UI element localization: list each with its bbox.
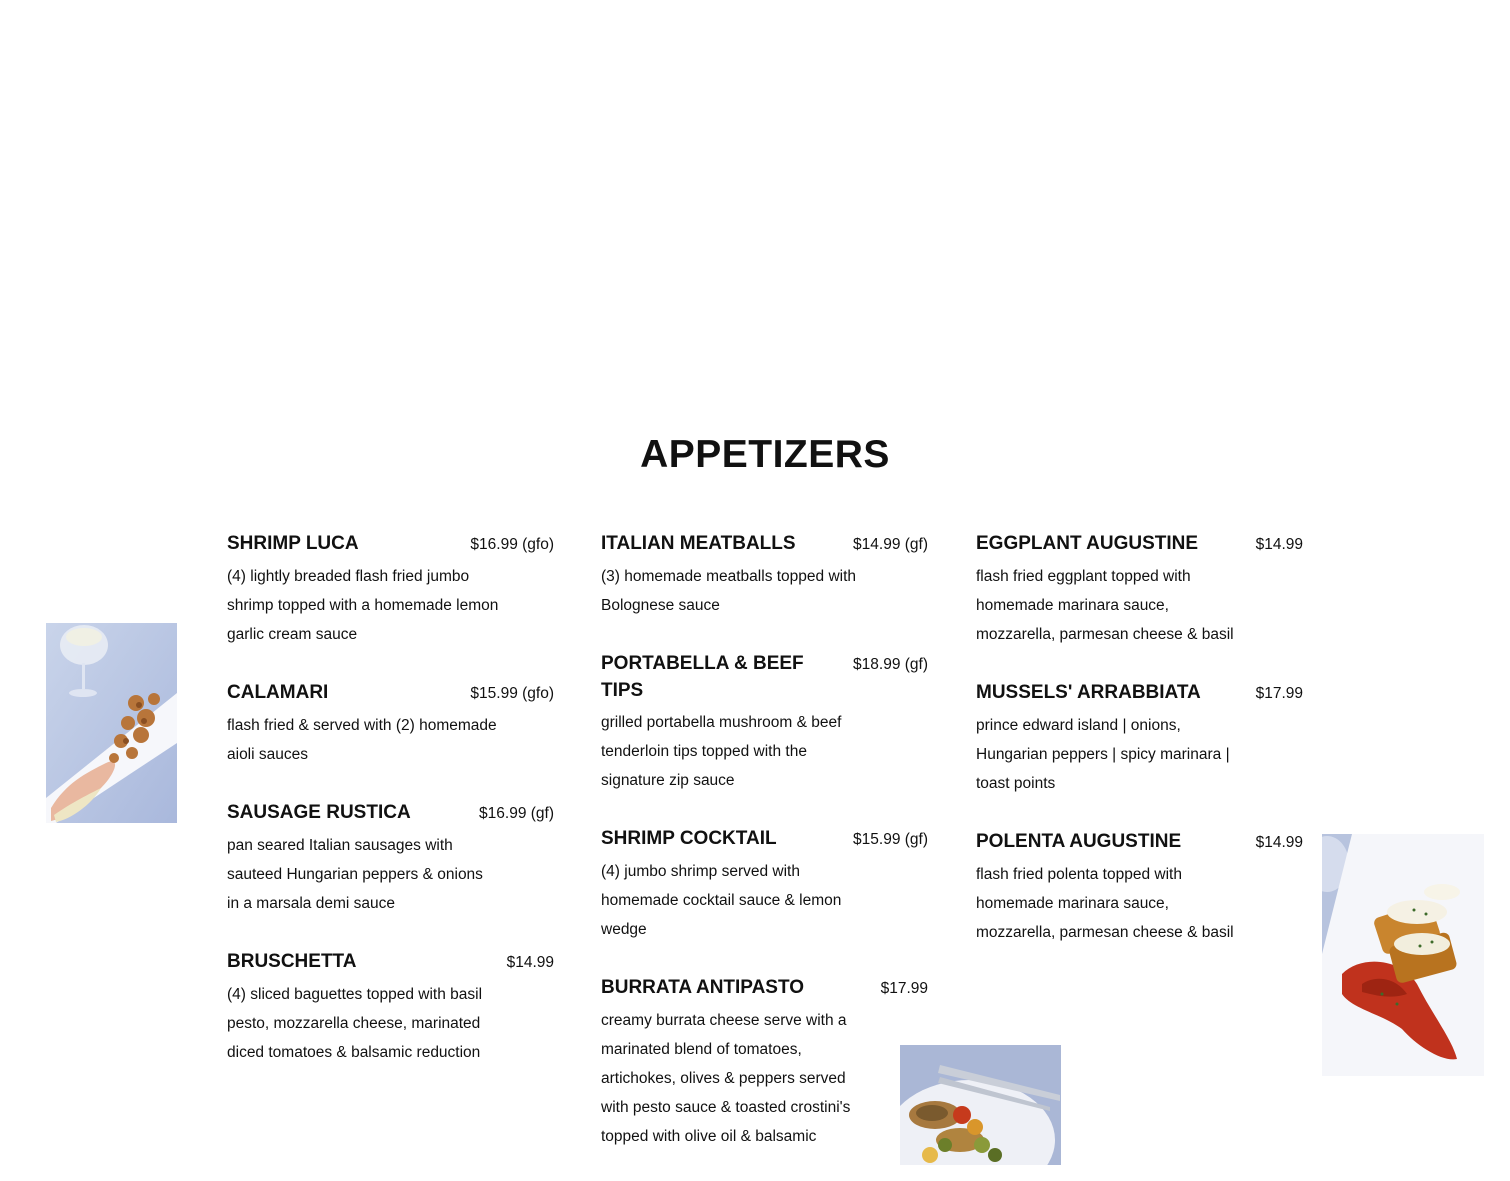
menu-item-bruschetta — [227, 948, 554, 1067]
item-price: $16.99 (gf) — [479, 805, 554, 822]
item-name: SHRIMP COCKTAIL — [601, 828, 777, 849]
calamari-photo — [46, 623, 177, 823]
item-description: (4) jumbo shrimp served with homemade cocktail sauce & lemon wedge — [601, 863, 842, 938]
item-name: ITALIAN MEATBALLS — [601, 533, 796, 554]
item-description: pan seared Italian sausages with sauteed Hungarian peppers & onions in a marsala demi sauce — [227, 837, 483, 912]
polenta-photo — [1322, 834, 1484, 1076]
menu-item-polenta-augustine — [976, 828, 1303, 947]
item-description: (3) homemade meatballs topped with Bolognese sauce — [601, 568, 857, 614]
item-price: $14.99 — [506, 954, 554, 971]
item-description: grilled portabella mushroom & beef tenderloin tips topped with the signature zip sauce — [601, 714, 842, 789]
menu-item-portabella-beef-tips — [601, 650, 928, 795]
item-description: (4) lightly breaded flash fried jumbo shrimp topped with a homemade lemon garlic cream sauce — [227, 568, 499, 643]
menu-item-mussels-arrabbiata — [976, 679, 1303, 798]
item-description: prince edward island | onions, Hungarian peppers | spicy marinara | toast points — [976, 717, 1230, 792]
item-price: $17.99 — [1255, 685, 1303, 702]
menu-column-1 — [227, 530, 554, 1097]
item-name: SHRIMP LUCA — [227, 533, 359, 554]
item-price: $16.99 (gfo) — [470, 536, 554, 553]
menu-item-calamari — [227, 679, 554, 769]
menu-item-shrimp-luca — [227, 530, 554, 649]
item-price: $14.99 (gf) — [853, 536, 928, 553]
item-name: EGGPLANT AUGUSTINE — [976, 533, 1199, 554]
menu-item-burrata-antipasto — [601, 974, 928, 1151]
item-price: $14.99 — [1255, 834, 1303, 851]
item-name: MUSSELS' ARRABBIATA — [976, 682, 1201, 703]
menu-column-2 — [601, 530, 928, 1181]
menu-item-shrimp-cocktail — [601, 825, 928, 944]
item-description: flash fried eggplant topped with homemade marinara sauce, mozzarella, parmesan cheese & basil — [976, 568, 1234, 643]
item-description: flash fried & served with (2) homemade aioli sauces — [227, 717, 497, 763]
item-price: $14.99 — [1255, 536, 1303, 553]
menu-column-3 — [976, 530, 1303, 977]
item-name: CALAMARI — [227, 682, 329, 703]
item-name: BRUSCHETTA — [227, 951, 357, 972]
item-price: $18.99 (gf) — [853, 656, 928, 673]
item-description: flash fried polenta topped with homemade marinara sauce, mozzarella, parmesan cheese & basil — [976, 866, 1234, 941]
item-description: (4) sliced baguettes topped with basil pesto, mozzarella cheese, marinated diced tomatoes & balsamic reduction — [227, 986, 483, 1061]
section-title: APPETIZERS — [640, 433, 890, 476]
item-description: creamy burrata cheese serve with a marinated blend of tomatoes, artichokes, olives & peppers served with pesto sauce & toasted crostini's topped with olive oil & balsamic — [601, 1012, 851, 1145]
item-name: POLENTA AUGUSTINE — [976, 831, 1182, 852]
item-name: PORTABELLA & BEEF TIPS — [601, 653, 804, 701]
item-name: BURRATA ANTIPASTO — [601, 977, 805, 998]
item-price: $15.99 (gfo) — [470, 685, 554, 702]
item-name: SAUSAGE RUSTICA — [227, 802, 411, 823]
menu-item-italian-meatballs — [601, 530, 928, 620]
item-price: $15.99 (gf) — [853, 831, 928, 848]
item-price: $17.99 — [880, 980, 928, 997]
menu-item-eggplant-augustine — [976, 530, 1303, 649]
antipasto-photo — [900, 1045, 1061, 1165]
menu-item-sausage-rustica — [227, 799, 554, 918]
